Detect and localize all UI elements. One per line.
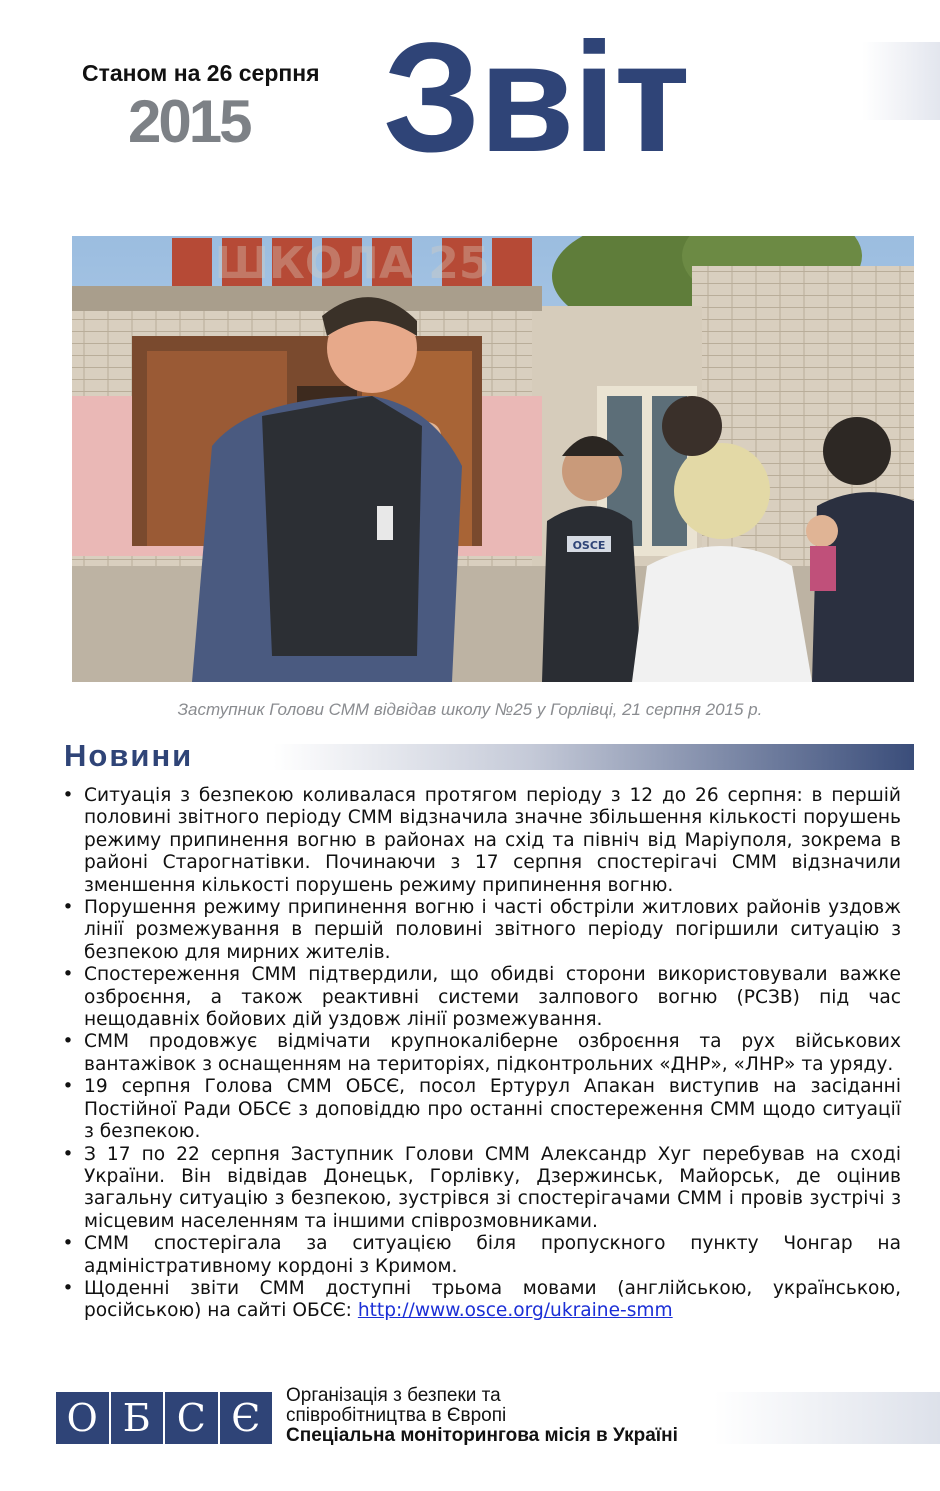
org-name-line2: співробітництва в Європі bbox=[286, 1405, 507, 1426]
logo-letter: Є bbox=[231, 1396, 261, 1440]
news-item-text: СММ продовжує відмічати крупнокаліберне озброєння та рух військових вантажівок з оснащенням на територіях, підконтрольних «ДНР», «ЛНР» та уряду. bbox=[84, 1031, 901, 1075]
report-photo bbox=[72, 236, 914, 682]
news-item bbox=[58, 1076, 901, 1143]
osce-smm-link[interactable]: http://www.osce.org/ukraine-smm bbox=[357, 1300, 673, 1322]
bullet-icon: • bbox=[62, 1277, 74, 1299]
news-item-text: СММ спостерігала за ситуацією біля пропускного пункту Чонгар на адміністративному кордоні з Кримом. bbox=[84, 1233, 901, 1277]
news-item-text: Порушення режиму припинення вогню і часті обстріли житлових районів уздовж лінії розмежування в першій половині звітного періоду погіршили ситуацію з безпекою для мирних жителів. bbox=[84, 897, 901, 963]
news-list bbox=[58, 785, 901, 1323]
news-item-text: З 17 по 22 серпня Заступник Голови СММ Александр Хуг перебував на сході України. Він відвідав Донецьк, Горлівку, Дзержинськ, Майорськ, де оцінив загальну ситуацію з безпекою, зустрівся зі спостерігачами СММ і провів зустрічі з місцевим населенням та іншими співрозмовниками. bbox=[84, 1143, 901, 1232]
vest-badge: OSCE bbox=[572, 539, 606, 552]
report-title: Звіт bbox=[383, 11, 689, 185]
news-item bbox=[58, 1278, 901, 1323]
report-date: Станом на 26 серпня bbox=[82, 60, 320, 86]
photo-caption: Заступник Голови СММ відвідав школу №25 у Горлівці, 21 серпня 2015 р. bbox=[177, 700, 763, 719]
osce-logo bbox=[56, 1392, 272, 1444]
report-year: 2015 bbox=[128, 88, 250, 155]
bullet-icon: • bbox=[62, 897, 74, 919]
bullet-icon: • bbox=[62, 1031, 74, 1053]
news-heading: Новини bbox=[64, 738, 194, 773]
bullet-icon: • bbox=[62, 1233, 74, 1255]
news-item-text: Спостереження СММ підтвердили, що обидві сторони використовували важке озброєння, а також реактивні системи залпового вогню (РСЗВ) під час нещодавніх бойових дій уздовж лінії розмежування. bbox=[84, 964, 901, 1031]
header-decoration bbox=[862, 42, 940, 120]
bullet-icon: • bbox=[62, 785, 74, 806]
news-item bbox=[58, 1233, 901, 1278]
logo-letter: С bbox=[165, 1392, 220, 1444]
school-sign-text: ШКОЛА 25 bbox=[214, 238, 490, 289]
organization-name bbox=[286, 1386, 678, 1446]
logo-letter: Б bbox=[111, 1392, 166, 1444]
org-name-line1: Організація з безпеки та bbox=[286, 1385, 501, 1406]
mission-name: Спеціальна моніторингова місія в Україні bbox=[286, 1425, 678, 1446]
news-item bbox=[58, 1144, 901, 1234]
news-item-text: Щоденні звіти СММ доступні трьома мовами (англійською, українською, російською) на сайті ОБСЄ: bbox=[84, 1277, 901, 1322]
news-item-text: 19 серпня Голова СММ ОБСЄ, посол Ертурул Апакан виступив на засіданні Постійної Ради ОБСЄ з доповіддю про останні спостереження СММ щодо ситуації з безпекою. bbox=[84, 1076, 901, 1143]
news-item bbox=[58, 897, 901, 964]
bullet-icon: • bbox=[62, 1076, 74, 1098]
bullet-icon: • bbox=[62, 1143, 74, 1165]
news-item bbox=[58, 785, 901, 897]
bullet-icon: • bbox=[62, 964, 74, 986]
news-item bbox=[58, 964, 901, 1031]
footer-decoration bbox=[714, 1392, 940, 1444]
school-visit-photo bbox=[72, 236, 914, 682]
news-item bbox=[58, 1031, 901, 1076]
news-item-text: Ситуація з безпекою коливалася протягом періоду з 12 до 26 серпня: в першій половині звітного періоду СММ відзначила значне збільшення кількості порушень режиму припинення вогню в районах на схід та північ від Маріуполя, зокрема в районі Старогнатівки. Починаючи з 17 серпня спостерігачі СММ відзначили зменшення кількості порушень режиму припинення вогню. bbox=[84, 785, 901, 896]
logo-letter: О bbox=[56, 1392, 111, 1444]
